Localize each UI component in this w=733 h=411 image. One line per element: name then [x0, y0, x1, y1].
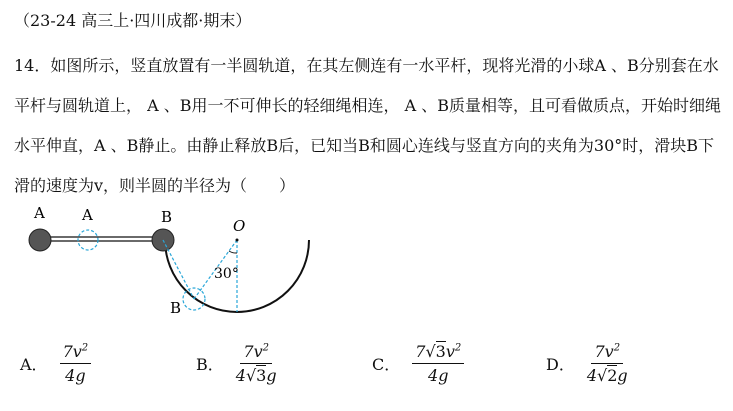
option-c-fraction: $\frac{7√3v^2}{4g}$ [412, 342, 464, 385]
question-source: （23-24 高三上·四川成都·期末） [14, 11, 252, 30]
option-a[interactable] [20, 342, 91, 385]
option-d-fraction: $\frac{7v^2}{4√2g}$ [586, 342, 628, 385]
question-text: 如图所示，竖直放置有一半圆轨道，在其左侧连有一水平杆，现将光滑的小球A 、B分别套在水平杆与圆轨道上， A 、B用一不可伸长的轻细绳相连， A 、B质量相等，且可看做质点，开始时细绳水平伸直，A 、B静止。由静止释放B后，已知当B和圆心连线与竖直方向的夹角为30°时，滑块B下滑的速度为v，则半圆的半径为（ ） [14, 56, 721, 195]
label-b-top: B [161, 208, 173, 226]
label-angle: 30° [214, 266, 239, 282]
angle-arc [229, 251, 237, 253]
option-a-label: A． [20, 355, 48, 374]
ball-a [29, 229, 51, 251]
option-c[interactable] [372, 342, 464, 385]
physics-figure [0, 200, 330, 325]
label-a-dashed: A [82, 206, 93, 224]
option-d-label: D． [546, 355, 575, 374]
option-d[interactable] [546, 342, 628, 385]
label-o: O [233, 217, 246, 235]
option-a-fraction: $\frac{7v^2}{4g}$ [60, 342, 92, 385]
option-c-label: C． [372, 355, 401, 374]
ball-a-dashed [78, 230, 98, 250]
option-b[interactable] [196, 342, 277, 385]
label-b-bottom: B [170, 299, 182, 317]
option-b-fraction: $\frac{7v^2}{4√3g}$ [235, 342, 277, 385]
label-a-left: A [34, 204, 45, 222]
question-number: 14． [14, 56, 51, 75]
center-point [236, 239, 239, 242]
question-stem [14, 46, 726, 206]
option-b-label: B． [196, 355, 224, 374]
